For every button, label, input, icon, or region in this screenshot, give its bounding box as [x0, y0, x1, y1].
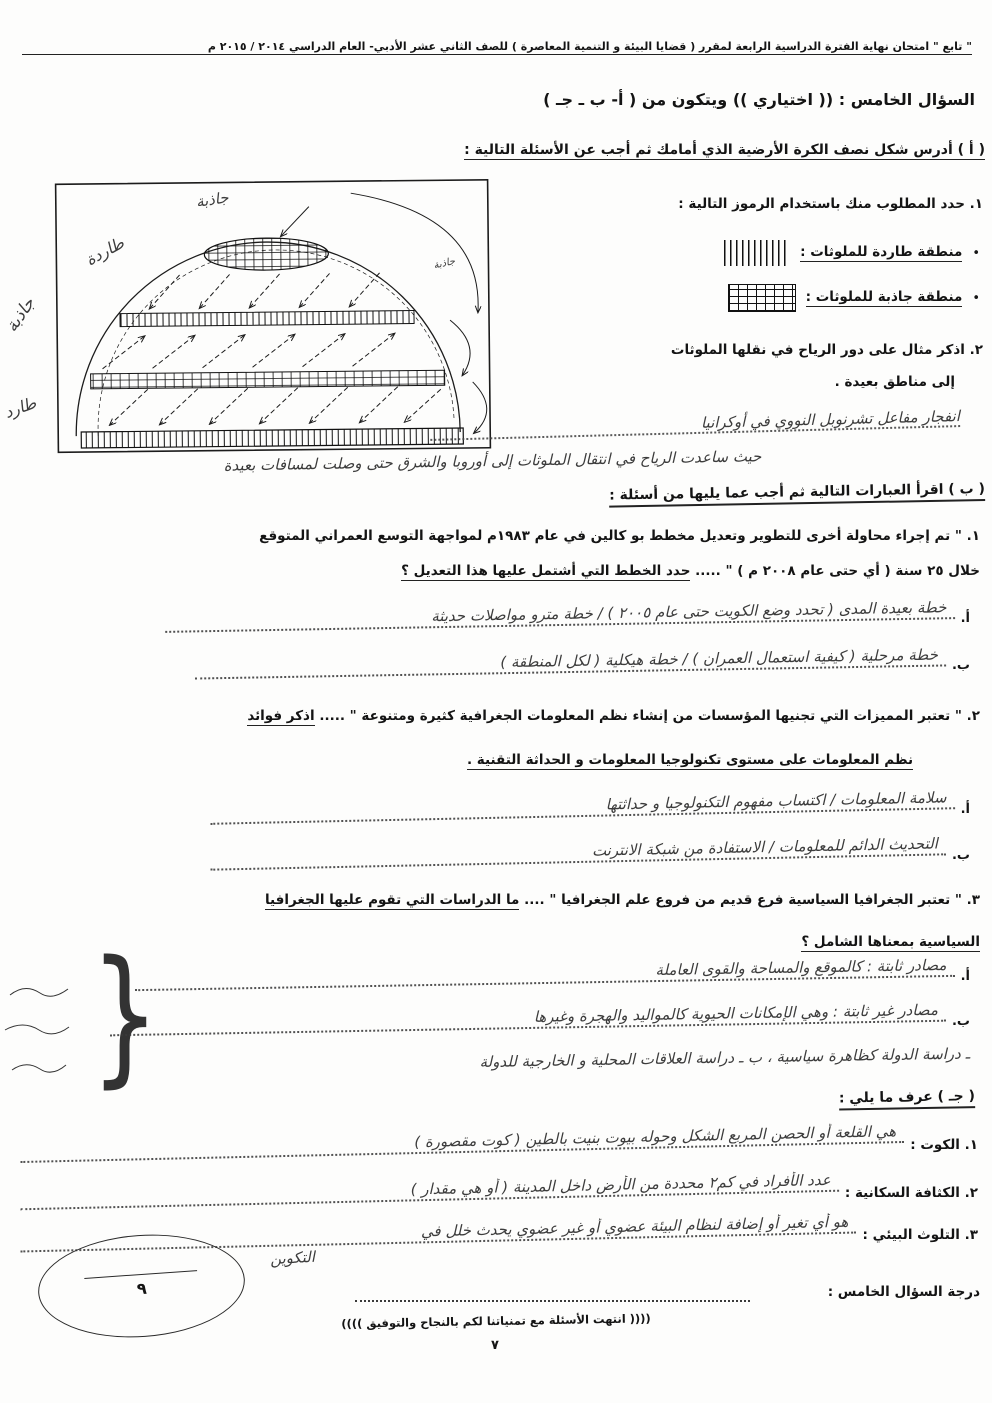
wind-arrows-row3 [110, 386, 441, 424]
answer-text: التحديث الدائم للمعلومات / الاستفادة من شبكة الانترنت [210, 834, 946, 870]
definition-label: ٣. التلوث البيئي : [862, 1227, 978, 1243]
part-b-q2-answer-a [210, 788, 970, 817]
answer-prefix: أ. [960, 969, 970, 984]
part-b-q3-line1-underlined: ما الدراسات التي تقوم عليها الجغرافيا [264, 892, 520, 908]
part-b-q2-line1 [15, 708, 980, 724]
part-c-heading [760, 1088, 975, 1108]
part-b-q1-line2 [15, 563, 980, 579]
attracting-band-2 [91, 370, 445, 389]
answer-prefix: ب. [951, 848, 970, 863]
part-b-q2-line1-underlined: اذكر فوائد [247, 708, 315, 724]
definition-label: ٢. الكثافة السكانية : [844, 1185, 978, 1201]
part-a-instruction-text: ( أ ) أدرس شكل نصف الكرة الأرضية الذي أمامك ثم أجب عن الأسئلة التالية : [464, 142, 985, 158]
answer-prefix: أ. [960, 802, 970, 817]
part-b-q3-answer-c: ـ دراسة الدولة كظاهرة سياسية ، ب ـ دراسة العلاقات المحلية و الخارجية للدولة [479, 1044, 971, 1072]
score-label: درجة السؤال الخامس : [827, 1284, 980, 1300]
part-b-q2-line1-plain: ٢. " تعتبر المميزات التي تجنيها المؤسسات من إنشاء نظم المعلومات الجغرافية كثيرة ومتنوعة " ..... [319, 708, 980, 724]
part-a-answer-line2: حيث ساعدت الرياح في انتقال الملوثات إلى أوروبا والشرق حتى وصلت لمسافات بعيدة [223, 447, 762, 475]
definition-label: ١. الكوت : [910, 1137, 978, 1153]
answer-text: مصادر غير ثابتة : وهي الإمكانات الحيوية كالمواليد والهجرة وغيرها [110, 1001, 946, 1037]
part-b-q1-line1: ١. " تم إجراء محاولة أخرى للتطوير وتعديل مخطط بو كالين في عام ١٩٨٣م لمواجهة التوسع العمراني المتوقع [259, 528, 980, 544]
legend-repelling-label: منطقة طاردة للملوثات : [800, 244, 963, 260]
bullet-icon: • [972, 290, 980, 306]
part-a-answer-line1: انفجار مفاعل تشرنوبل النووي في أوكرانيا [430, 407, 960, 441]
answer-text: مصادر ثابتة : كالموقع والمساحة والقوى العاملة [135, 956, 955, 991]
diagram-label-top: جاذبة [194, 188, 230, 211]
definition-answer: هو أي تغير أو إضافة لنظام البيئة عضوي أو غير عضوي يحدث خلل في [20, 1213, 857, 1253]
hemisphere-diagram-svg [51, 170, 498, 463]
part-b-q1-line2-underlined: حدد الخطط التي أشتمل عليها هذا التعديل ؟ [401, 563, 691, 579]
definition-kut [20, 1122, 978, 1153]
question5-title: السؤال الخامس : (( اختياري )) ويتكون من ( أ- ب ـ جـ ) [543, 90, 975, 109]
wind-arrows-row1 [150, 273, 380, 308]
legend-row-attracting [560, 284, 980, 312]
legend-attracting-label: منطقة جاذبة للملوثات : [805, 289, 963, 305]
definition-population-density [20, 1170, 978, 1201]
grid-symbol [728, 284, 796, 312]
part-b-q2-line2 [400, 752, 980, 768]
part-b-q2-answer-b [210, 834, 970, 863]
answer-text: خطة مرحلية ( كيفية استعمال العمران ) / خطة هيكلية ( لكل المنطقة ) [195, 645, 946, 679]
part-b-q3-line2 [700, 934, 980, 950]
exam-header: " تابع " امتحان نهاية الفترة الدراسية الرابعة لمقرر ( قضايا البيئة و التنمية المعاصرة ) للصف الثاني عشر الأدبي- العام الدراسي ٢٠١٤ / ٢٠١٥ م [22, 40, 972, 55]
answer-prefix: ب. [951, 658, 970, 673]
diagram-label-right: جاذبة [432, 255, 457, 272]
polar-cap-band [204, 237, 328, 270]
part-b-q3-line1 [15, 892, 980, 908]
part-b-q2-line2-underlined: نظم المعلومات على مستوى تكنولوجيا المعلومات و الحداثة التقنية . [466, 752, 914, 768]
answer-text: سلامة المعلومات / اكتساب مفهوم التكنولوجيا و حداثتها [210, 788, 955, 825]
legend-row-repelling [560, 240, 980, 266]
part-c-heading-text: ( جـ ) عرف ما يلي : [839, 1088, 975, 1110]
part-a-instruction [290, 142, 985, 158]
part-b-q3-answer-b [110, 1000, 970, 1029]
part-a-q2-line2: إلى مناطق بعيدة . [834, 374, 955, 390]
definition-answer: هي القلعة أو الحصن المربع الشكل وحوله بيوت بنيت بالطين ( كوت مقصورة ) [20, 1122, 904, 1163]
answer-prefix: ب. [951, 1014, 970, 1029]
part-a-q1: ١. حدد المطلوب منك باستخدام الرموز التالية : [678, 196, 983, 212]
hemisphere-diagram [51, 170, 498, 463]
score-dotted-line [355, 1300, 750, 1302]
answers-brace: { [90, 928, 160, 1102]
part-b-q1-line2-plain: خلال ٢٥ سنة ( أي حتى عام ٢٠٠٨ م ) " ..... [695, 563, 980, 579]
definition-answer: عدد الأفراد في كم٢ محددة من الأرض داخل المدينة ( أو هي مقدار ) [20, 1171, 839, 1211]
part-b-q1-answer-b [195, 645, 970, 673]
definition-answer-continued: التكوين [269, 1247, 316, 1269]
page-number: ٧ [491, 1338, 499, 1353]
part-b-q3-line2-underlined: السياسية بمعناها الشامل ؟ [801, 934, 980, 950]
bullet-icon: • [972, 245, 980, 261]
diagram-label-upper-left: طاردة [82, 233, 128, 270]
wind-arrows-row2 [102, 334, 394, 369]
score-fraction-bar [84, 1270, 197, 1279]
part-b-heading [415, 481, 985, 507]
repelling-band-1 [120, 311, 414, 327]
margin-scribble [0, 975, 90, 1105]
part-b-heading-text: ( ب ) اقرأ العبارات التالية ثم أجب عما يليها من أسئلة : [609, 481, 985, 508]
vertical-lines-symbol [724, 240, 790, 266]
part-b-q1-answer-a [165, 598, 970, 626]
part-b-q3-line1-plain: ٣. " تعتبر الجغرافيا السياسية فرع قديم من فروع علم الجغرافيا " .... [524, 892, 980, 908]
answer-prefix: أ. [960, 611, 970, 626]
repelling-band-3 [81, 428, 463, 448]
closing-statement: (((( انتهت الأسئلة مع تمنياتنا لكم بالنجاح والتوفيق )))) [341, 1311, 651, 1331]
part-b-q3-answer-a [135, 955, 970, 984]
diagram-margin-label-mid: جاذبة [1, 294, 40, 336]
score-value: ٩ [136, 1278, 148, 1299]
dome-arc-inner [96, 248, 454, 436]
part-a-q2-line1: ٢. اذكر مثال على دور الرياح في نقلها الملوثات [670, 342, 983, 358]
answer-text: خطة بعيدة المدى ( تحدد وضع الكويت حتى عام ٢٠٠٥ ) / خطة مترو مواصلات حديثة [165, 598, 955, 633]
diagram-margin-label-bottom: طارد [1, 393, 39, 422]
